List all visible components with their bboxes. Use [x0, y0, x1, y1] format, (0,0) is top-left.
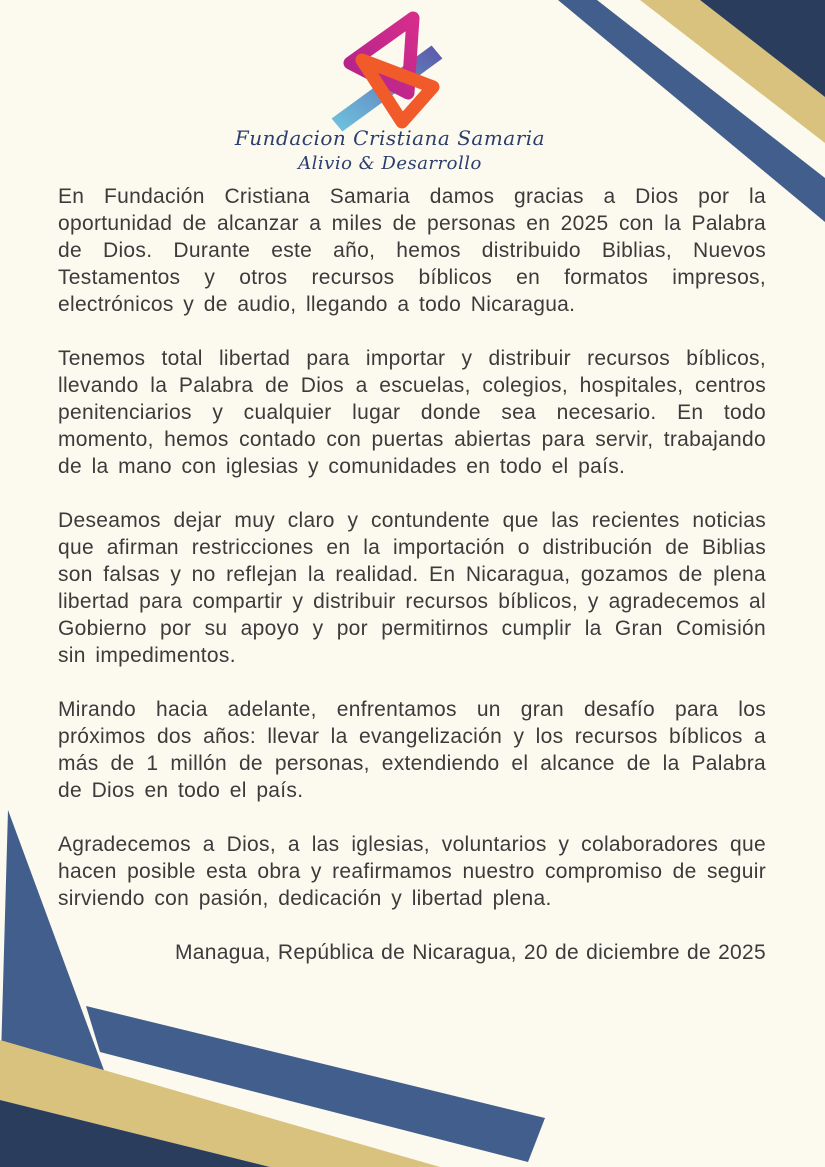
paragraph-2: Tenemos total libertad para importar y distribuir recursos bíblicos, llevando la Palabra de Dios a escuelas, colegios, hospitales, centros penitenciarios y cualquier lugar donde sea necesario. En todo momento, hemos contado con puertas abiertas para servir, trabajando de la mano con iglesias y comunidades en todo el país.: [58, 347, 766, 478]
paragraph-3: Deseamos dejar muy claro y contundente que las recientes noticias que afirman restricciones en la importación o distribución de Biblias son falsas y no reflejan la realidad. En Nicaragua, gozamos de plena libertad para compartir y distribuir recursos bíblicos, y agradecemos al Gobierno por su apoyo y por permitirnos cumplir la Gran Comisión sin impedimentos.: [58, 509, 766, 667]
logo-wordmark: [218, 126, 562, 175]
dateline: Managua, República de Nicaragua, 20 de diciembre de 2025: [174, 941, 766, 964]
letter-body: [58, 183, 766, 966]
paragraph-1: En Fundación Cristiana Samaria damos gracias a Dios por la oportunidad de alcanzar a miles de personas en 2025 con la Palabra de Dios. Durante este año, hemos distribuido Biblias, Nuevos Testamentos y otros recursos bíblicos en formatos impresos, electrónicos y de audio, llegando a todo Nicaragua.: [58, 185, 766, 316]
paragraph-5: Agradecemos a Dios, a las iglesias, voluntarios y colaboradores que hacen posible esta obra y reafirmamos nuestro compromiso de seguir sirviendo con pasión, dedicación y libertad plena.: [58, 833, 766, 910]
logo-icon: [330, 10, 490, 134]
org-tagline: Alivio & Desarrollo: [298, 153, 482, 174]
paragraph-4: Mirando hacia adelante, enfrentamos un gran desafío para los próximos dos años: llevar la evangelización y los recursos bíblicos a más de 1 millón de personas, extendiendo el alcance de la Palabra de Dios en todo el país.: [58, 698, 766, 802]
org-name: Fundacion Cristiana Samaria: [234, 126, 546, 150]
